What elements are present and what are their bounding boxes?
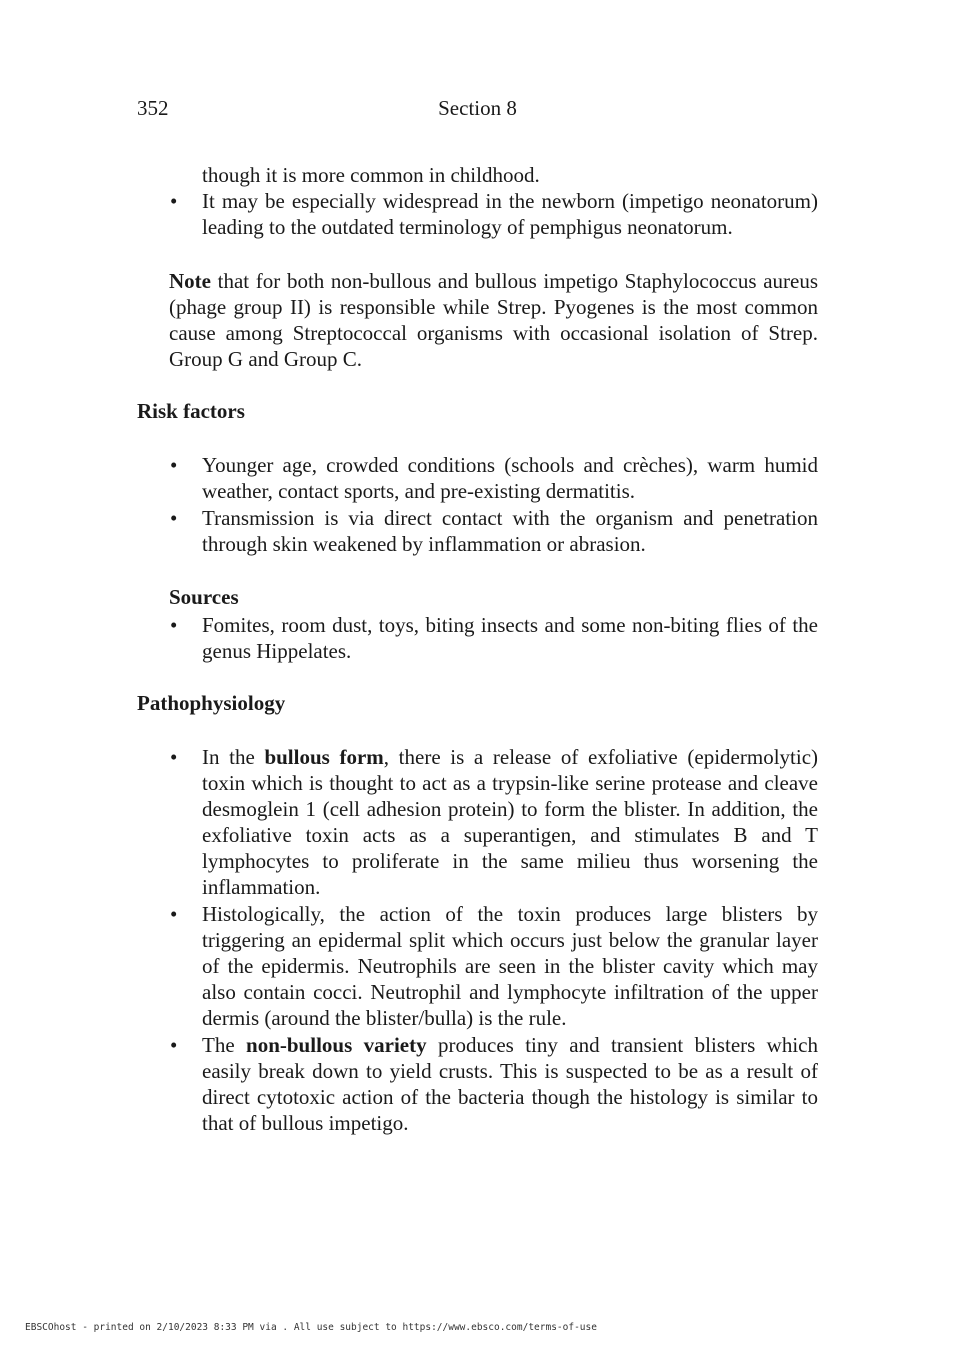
risk-factors-heading: Risk factors	[137, 399, 245, 423]
list-item-text: Transmission is via direct contact with the organism and penetration through skin weakened by inflammation or abrasion.	[202, 506, 818, 556]
list-item	[167, 1032, 818, 1136]
list-item	[167, 505, 818, 557]
pathophysiology-list	[167, 744, 818, 1137]
non-bullous-variety-term: non-bullous variety	[246, 1033, 427, 1057]
continuation-text: though it is more common in childhood.	[202, 163, 540, 187]
page-number: 352	[137, 96, 169, 120]
list-item	[167, 452, 818, 504]
sources-list	[167, 612, 818, 665]
list-item-text: In the bullous form, there is a release of exfoliative (epidermolytic) toxin which is thought to act as a trypsin-like serine protease and cleave desmoglein 1 (cell adhesion protein) to form the blister. In addition, the exfoliative toxin acts as a superantigen, and stimulates B and T lymphocytes to proliferate in the same milieu thus worsening the inflammation.	[202, 745, 819, 899]
list-item	[167, 901, 818, 1031]
bullous-form-term: bullous form	[264, 745, 384, 769]
list-item	[167, 744, 818, 900]
running-head: Section 8	[438, 96, 517, 120]
note-label: Note	[169, 269, 211, 293]
bullet-icon: •	[170, 506, 178, 530]
sources-heading: Sources	[169, 585, 239, 609]
bullet-icon: •	[170, 613, 178, 637]
risk-factors-list	[167, 452, 818, 558]
intro-bullet-list	[167, 188, 818, 241]
list-item-text: The non-bullous variety produces tiny and transient blisters which easily break down to yield crusts. This is suspected to be as a result of direct cytotoxic action of the bacteria though the histology is similar to that of bullous impetigo.	[202, 1033, 819, 1135]
list-item	[167, 612, 818, 664]
bullet-icon: •	[170, 189, 178, 213]
list-item-text: It may be especially widespread in the newborn (impetigo neonatorum) leading to the outdated terminology of pemphigus neonatorum.	[202, 189, 818, 239]
list-item	[167, 188, 818, 240]
list-item-text: Fomites, room dust, toys, biting insects and some non-biting flies of the genus Hippelates.	[202, 613, 818, 663]
list-item-text: Younger age, crowded conditions (schools and crèches), warm humid weather, contact sports, and pre-existing dermatitis.	[202, 453, 818, 503]
pathophysiology-heading: Pathophysiology	[137, 691, 286, 715]
bullet-icon: •	[170, 1033, 178, 1057]
note-paragraph	[169, 268, 818, 372]
note-text: that for both non-bullous and bullous impetigo Staphylococcus aureus (phage group II) is responsible while Strep. Pyogenes is the most common cause among Streptococcal organisms with occasional isolation of Strep. Group G and Group C.	[169, 269, 818, 371]
bullet-icon: •	[170, 902, 178, 926]
bullet-icon: •	[170, 453, 178, 477]
bullet-icon: •	[170, 745, 178, 769]
footer-print-notice: EBSCOhost - printed on 2/10/2023 8:33 PM via . All use subject to https://www.ebsco.com/terms-of-use	[25, 1322, 597, 1333]
list-item-text: Histologically, the action of the toxin produces large blisters by triggering an epidermal split which occurs just below the granular layer of the epidermis. Neutrophils are seen in the blister cavity which may also contain cocci. Neutrophil and lymphocyte infiltration of the upper dermis (around the blister/bulla) is the rule.	[202, 902, 818, 1030]
